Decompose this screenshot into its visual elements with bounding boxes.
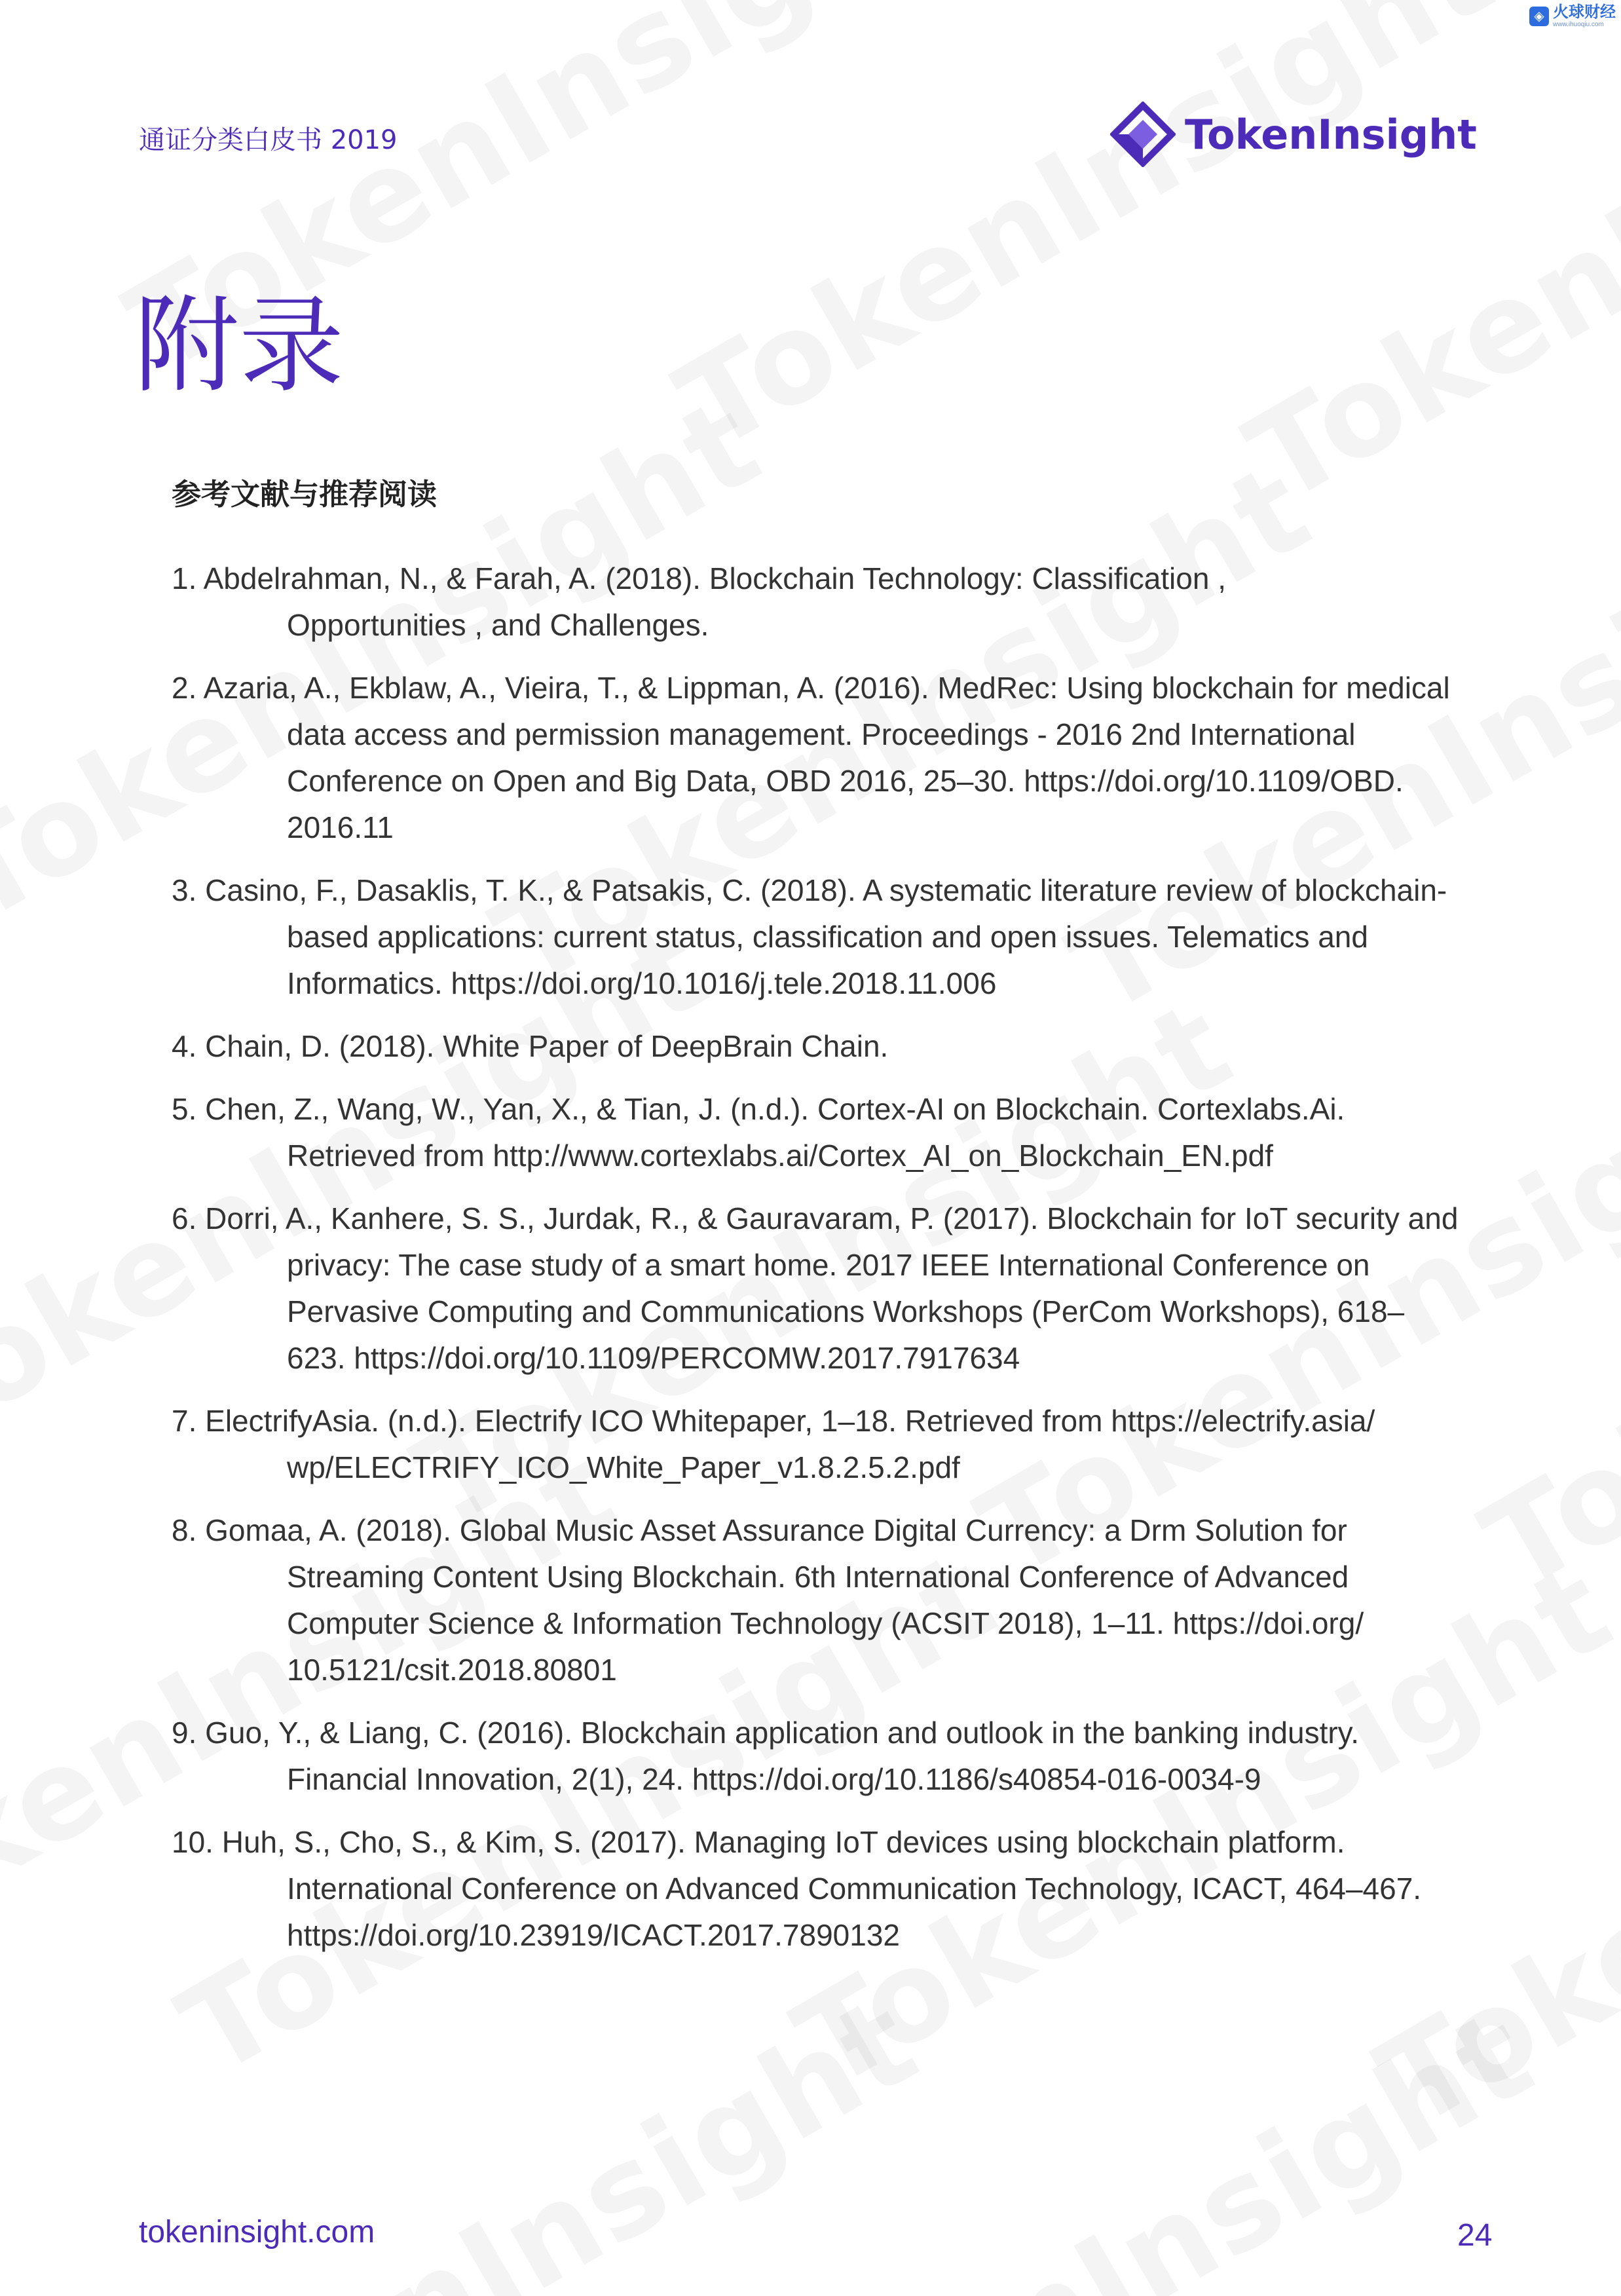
reference-item: [172, 555, 1462, 649]
reference-item: [172, 1710, 1462, 1803]
reference-line: 1. Abdelrahman, N., & Farah, A. (2018). Blockchain Technology: Classification ,: [172, 561, 1226, 595]
reference-item: [172, 1398, 1462, 1491]
watermark: [694, 1982, 1556, 2296]
reference-line: privacy: The case study of a smart home. 2017 IEEE International Conference on: [287, 1248, 1370, 1282]
reference-line: 8. Gomaa, A. (2018). Global Music Asset Assurance Digital Currency: a Drm Solution for: [172, 1513, 1347, 1547]
reference-line: 5. Chen, Z., Wang, W., Yan, X., & Tian, J. (n.d.). Cortex-AI on Blockchain. Cortexlabs.Ai.: [172, 1092, 1345, 1126]
reference-line: 2. Azaria, A., Ekblaw, A., Vieira, T., & Lippman, A. (2016). MedRec: Using blockchain for medical: [172, 671, 1450, 705]
reference-item: [172, 665, 1462, 851]
reference-item: [172, 1507, 1462, 1693]
brand-name: TokenInsight: [1185, 110, 1477, 159]
reference-line: based applications: current status, classification and open issues. Telematics and: [287, 920, 1368, 954]
footer-link[interactable]: tokeninsight.com: [139, 2215, 375, 2249]
doc-title: 通证分类白皮书 2019: [139, 125, 398, 155]
reference-line: 3. Casino, F., Dasaklis, T. K., & Patsakis, C. (2018). A systematic literature review of blockchain-: [172, 873, 1447, 907]
page-number: 24: [1457, 2218, 1493, 2253]
reference-list: [172, 555, 1462, 1975]
reference-line: 2016.11: [287, 810, 394, 844]
reference-item: [172, 867, 1462, 1007]
reference-line: Retrieved from http://www.cortexlabs.ai/Cortex_AI_on_Blockchain_EN.pdf: [287, 1139, 1273, 1173]
page-title: 附录: [134, 284, 345, 407]
reference-line: 9. Guo, Y., & Liang, C. (2016). Blockchain application and outlook in the banking industry.: [172, 1716, 1360, 1750]
corner-badge: [1529, 4, 1616, 28]
corner-badge-name: 火球财经: [1553, 3, 1616, 21]
reference-line: https://doi.org/10.23919/ICACT.2017.7890132: [287, 1918, 901, 1952]
reference-line: Pervasive Computing and Communications Workshops (PerCom Workshops), 618–: [287, 1294, 1405, 1328]
reference-line: wp/ELECTRIFY_ICO_White_Paper_v1.8.2.5.2.pdf: [287, 1450, 960, 1484]
reference-line: 4. Chain, D. (2018). White Paper of DeepBrain Chain.: [172, 1029, 889, 1063]
reference-line: 10.5121/csit.2018.80801: [287, 1653, 617, 1687]
reference-line: Opportunities , and Challenges.: [287, 608, 709, 642]
reference-item: [172, 1023, 1462, 1070]
reference-line: Informatics. https://doi.org/10.1016/j.tele.2018.11.006: [287, 966, 997, 1000]
reference-item: [172, 1086, 1462, 1179]
reference-line: Conference on Open and Big Data, OBD 2016, 25–30. https://doi.org/10.1109/OBD.: [287, 764, 1404, 798]
reference-line: data access and permission management. Proceedings - 2016 2nd International: [287, 717, 1356, 751]
section-heading: 参考文献与推荐阅读: [172, 477, 438, 512]
reference-line: 6. Dorri, A., Kanhere, S. S., Jurdak, R., & Gauravaram, P. (2017). Blockchain for IoT security and: [172, 1201, 1459, 1235]
reference-line: 10. Huh, S., Cho, S., & Kim, S. (2017). Managing IoT devices using blockchain platform.: [172, 1825, 1345, 1859]
reference-line: International Conference on Advanced Communication Technology, ICACT, 464–467.: [287, 1872, 1422, 1906]
reference-line: Streaming Content Using Blockchain. 6th International Conference of Advanced: [287, 1560, 1349, 1594]
corner-badge-url: www.ihuoqiu.com: [1553, 21, 1604, 28]
watermark: [1225, 0, 1621, 531]
reference-line: 7. ElectrifyAsia. (n.d.). Electrify ICO Whitepaper, 1–18. Retrieved from https://electrify.asia/: [172, 1404, 1375, 1438]
watermark: [655, 0, 1516, 479]
reference-line: Financial Innovation, 2(1), 24. https://doi.org/10.1186/s40854-016-0034-9: [287, 1762, 1261, 1796]
reference-line: Computer Science & Information Technology (ACSIT 2018), 1–11. https://doi.org/: [287, 1606, 1364, 1640]
reference-item: [172, 1819, 1462, 1959]
flame-icon: ◈: [1529, 7, 1549, 26]
watermark: [1461, 1038, 1621, 1619]
reference-line: 623. https://doi.org/10.1109/PERCOMW.2017.7917634: [287, 1341, 1020, 1375]
brand-logo: [1110, 102, 1477, 167]
reference-item: [172, 1195, 1462, 1382]
tokeninsight-logo-icon: [1110, 102, 1176, 167]
